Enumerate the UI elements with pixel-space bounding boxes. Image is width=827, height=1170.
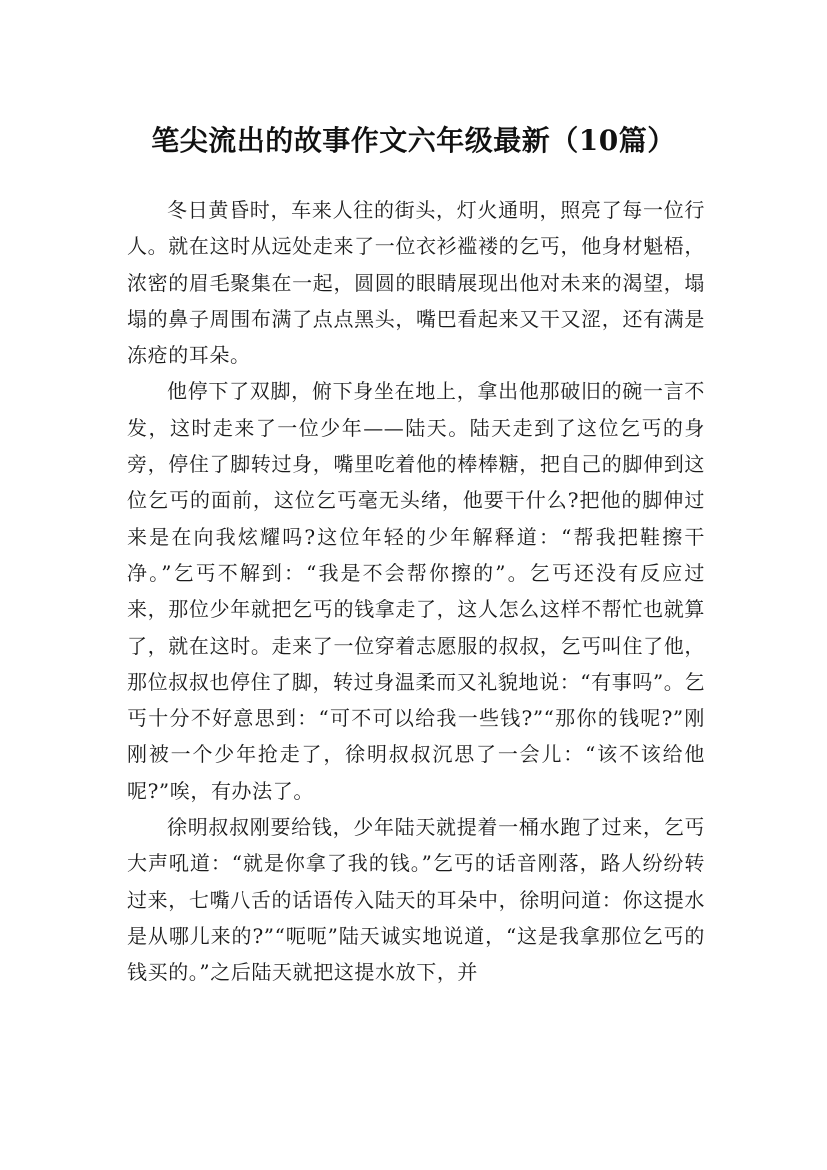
document-body — [127, 192, 705, 991]
paragraph-2: 他停下了双脚，俯下身坐在地上，拿出他那破旧的碗一言不发，这时走来了一位少年——陆天。陆天走到了这位乞丐的身旁，停住了脚转过身，嘴里吃着他的棒棒糖，把自己的脚伸到这位乞丐的面前，这位乞丐毫无头绪，他要干什么?把他的脚伸过来是在向我炫耀吗?这位年轻的少年解释道：“帮我把鞋擦干净。”乞丐不解到：“我是不会帮你擦的”。乞丐还没有反应过来，那位少年就把乞丐的钱拿走了，这人怎么这样不帮忙也就算了，就在这时。走来了一位穿着志愿服的叔叔，乞丐叫住了他，那位叔叔也停住了脚，转过身温柔而又礼貌地说：“有事吗”。乞丐十分不好意思到：“可不可以给我一些钱?”“那你的钱呢?”刚刚被一个少年抢走了，徐明叔叔沉思了一会儿：“该不该给他呢?”唉，有办法了。 — [127, 379, 705, 803]
paragraph-3: 徐明叔叔刚要给钱，少年陆天就提着一桶水跑了过来，乞丐大声吼道：“就是你拿了我的钱。”乞丐的话音刚落，路人纷纷转过来，七嘴八舌的话语传入陆天的耳朵中，徐明问道：你这提水是从哪儿来的?”“呃呃”陆天诚实地说道，“这是我拿那位乞丐的钱买的。”之后陆天就把这提水放下，并 — [127, 815, 705, 985]
document-title: 笔尖流出的故事作文六年级最新（10篇） — [151, 123, 676, 157]
paragraph-1: 冬日黄昏时，车来人往的街头，灯火通明，照亮了每一位行人。就在这时从远处走来了一位衣衫褴褛的乞丐，他身材魁梧，浓密的眉毛聚集在一起，圆圆的眼睛展现出他对未来的渴望，塌塌的鼻子周围布满了点点黑头，嘴巴看起来又干又涩，还有满是冻疮的耳朵。 — [127, 198, 705, 368]
